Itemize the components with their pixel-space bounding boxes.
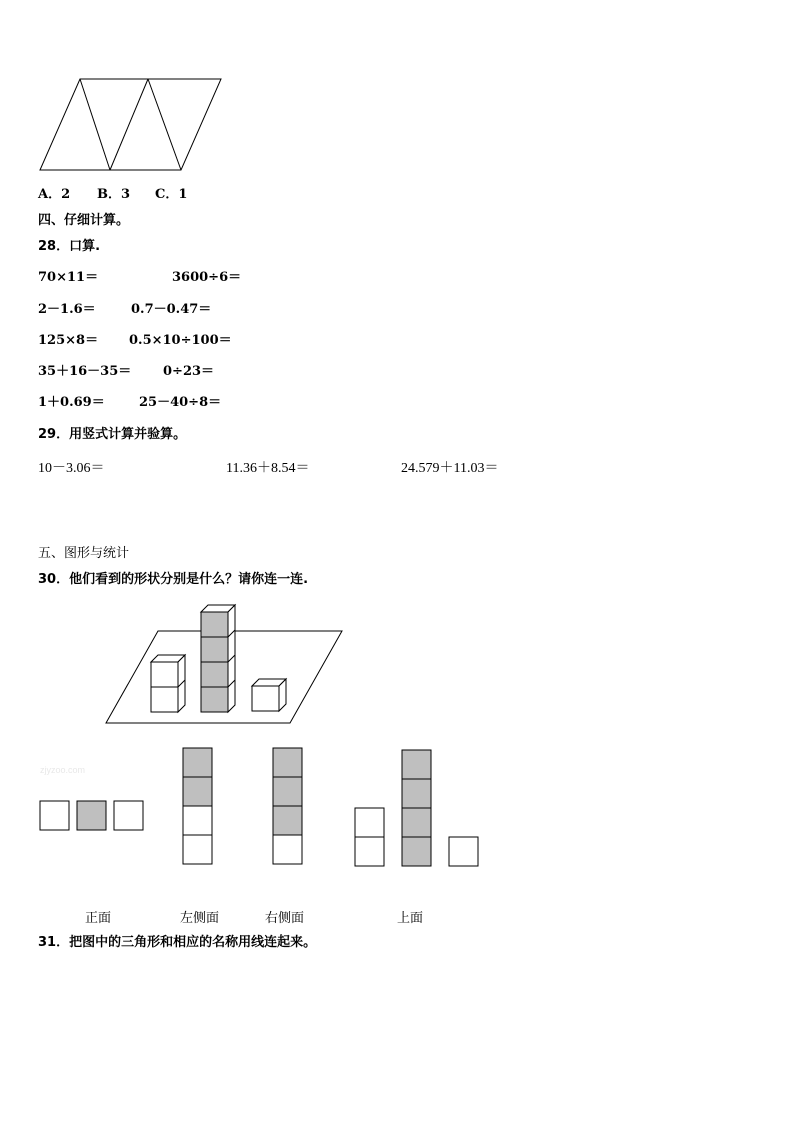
q28-item-7: 35＋16－35＝	[38, 364, 132, 379]
q31-title: 31．把图中的三角形和相应的名称用线连起来。	[38, 935, 317, 950]
q29-item-2: 11.36＋8.54＝	[226, 461, 310, 476]
q28-item-6: 0.5×10÷100＝	[129, 333, 232, 348]
view-label-front: 正面	[85, 911, 112, 926]
q28-item-1: 70×11＝	[38, 270, 99, 285]
option-a[interactable]: A．2	[38, 187, 71, 202]
view-label-right: 右侧面	[265, 911, 305, 926]
q28-item-8: 0÷23＝	[163, 364, 215, 379]
q28-title: 28．口算.	[38, 239, 101, 254]
q28-item-10: 25－40÷8＝	[139, 395, 222, 410]
q29-title: 29．用竖式计算并验算。	[38, 427, 187, 442]
q28-item-4: 0.7－0.47＝	[131, 302, 212, 317]
option-c[interactable]: C．1	[155, 187, 188, 202]
q30-title: 30．他们看到的形状分别是什么？请你连一连.	[38, 572, 309, 587]
q28-item-5: 125×8＝	[38, 333, 99, 348]
section-5-title: 五、图形与统计	[38, 546, 130, 561]
q28-item-2: 3600÷6＝	[172, 270, 242, 285]
section-4-title: 四、仔细计算。	[38, 213, 130, 228]
view-label-top: 上面	[397, 911, 424, 926]
q29-item-1: 10－3.06＝	[38, 461, 105, 476]
option-b[interactable]: B．3	[97, 187, 131, 202]
q28-item-3: 2－1.6＝	[38, 302, 96, 317]
q29-item-3: 24.579＋11.03＝	[401, 461, 499, 476]
q28-item-9: 1＋0.69＝	[38, 395, 105, 410]
watermark: zjyzoo.com	[40, 765, 86, 775]
view-label-left: 左侧面	[180, 911, 220, 926]
